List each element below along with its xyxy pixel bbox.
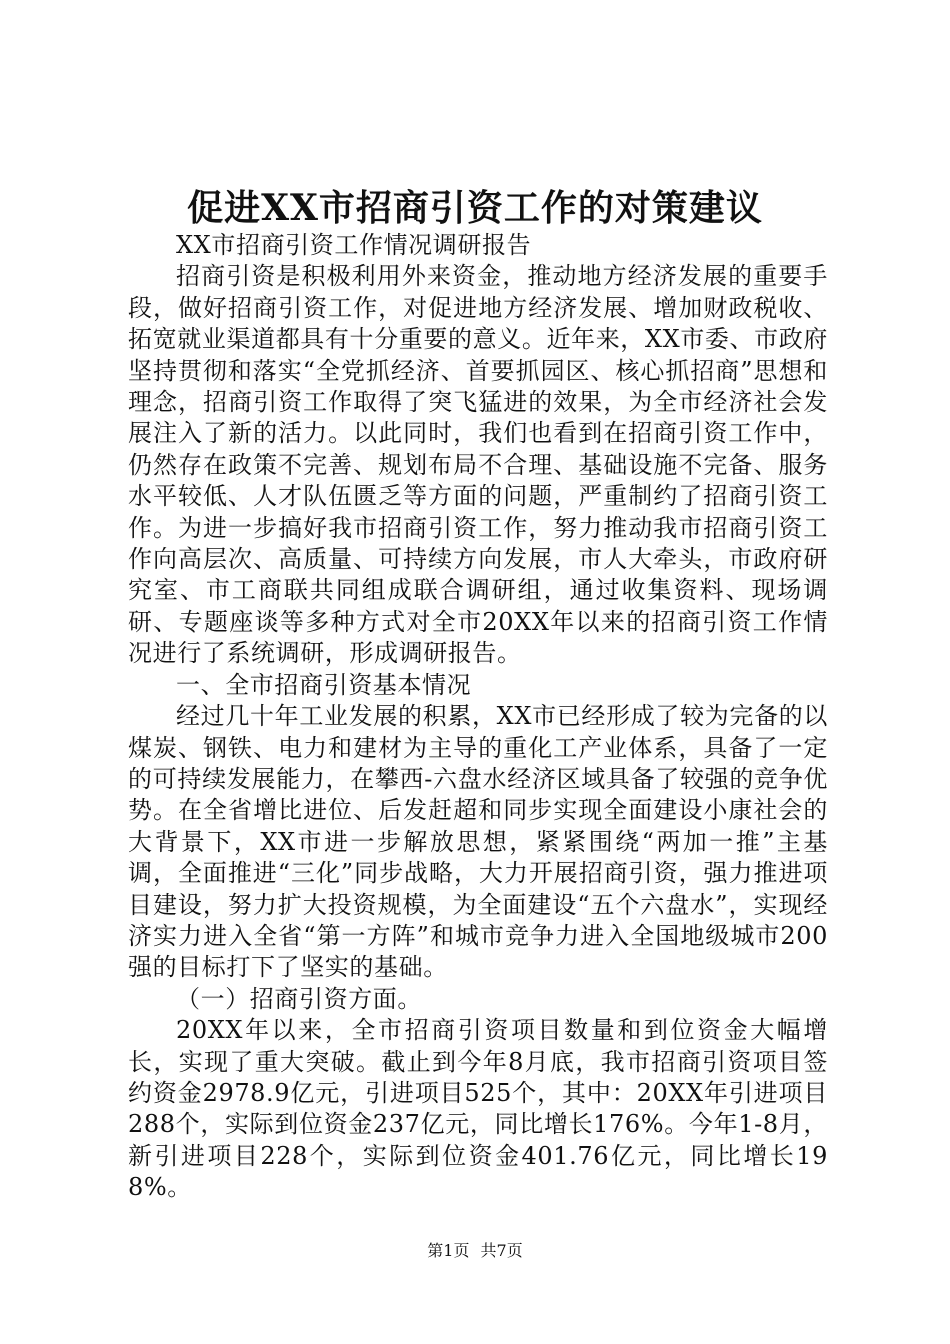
page-number-current: 第1页 — [427, 1241, 470, 1260]
paragraph-overview: 经过几十年工业发展的积累，XX市已经形成了较为完备的以煤炭、钢铁、电力和建材为主导的重化工产业体系，具备了一定的可持续发展能力，在攀西-六盘水经济区域具备了较强的竞争优势。在全省增比进位、后发赶超和同步实现全面建设小康社会的大背景下，XX市进一步解放思想，紧紧围绕“两加一推”主基调，全面推进“三化”同步战略，大力开展招商引资，强力推进项目建设，努力扩大投资规模，为全面建设“五个六盘水”，实现经济实力进入全省“第一方阵”和城市竞争力进入全国地级城市200强的目标打下了坚实的基础。 — [128, 702, 828, 982]
document-body — [128, 230, 828, 1204]
page-number-total: 共7页 — [480, 1241, 523, 1260]
subsection-heading-1: （一）招商引资方面。 — [176, 984, 422, 1013]
section-heading-1: 一、全市招商引资基本情况 — [176, 670, 472, 699]
report-subtitle: XX市招商引资工作情况调研报告 — [176, 231, 532, 259]
page-footer — [0, 1240, 950, 1262]
paragraph-investment: 20XX年以来，全市招商引资项目数量和到位资金大幅增长，实现了重大突破。截止到今年8月底，我市招商引资项目签约资金2978.9亿元，引进项目525个，其中：20XX年引进项目288个，实际到位资金237亿元，同比增长176%。今年1-8月，新引进项目228个，实际到位资金401.76亿元，同比增长198%。 — [128, 1016, 828, 1202]
paragraph-intro: 招商引资是积极利用外来资金，推动地方经济发展的重要手段，做好招商引资工作，对促进地方经济发展、增加财政税收、拓宽就业渠道都具有十分重要的意义。近年来，XX市委、市政府坚持贯彻和落实“全党抓经济、首要抓园区、核心抓招商”思想和理念，招商引资工作取得了突飞猛进的效果，为全市经济社会发展注入了新的活力。以此同时，我们也看到在招商引资工作中，仍然存在政策不完善、规划布局不合理、基础设施不完备、服务水平较低、人才队伍匮乏等方面的问题，严重制约了招商引资工作。为进一步搞好我市招商引资工作，努力推动我市招商引资工作向高层次、高质量、可持续方向发展，市人大牵头，市政府研究室、市工商联共同组成联合调研组，通过收集资料、现场调研、专题座谈等多种方式对全市20XX年以来的招商引资工作情况进行了系统调研，形成调研报告。 — [128, 262, 828, 668]
document-title: 促进XX市招商引资工作的对策建议 — [187, 187, 763, 229]
